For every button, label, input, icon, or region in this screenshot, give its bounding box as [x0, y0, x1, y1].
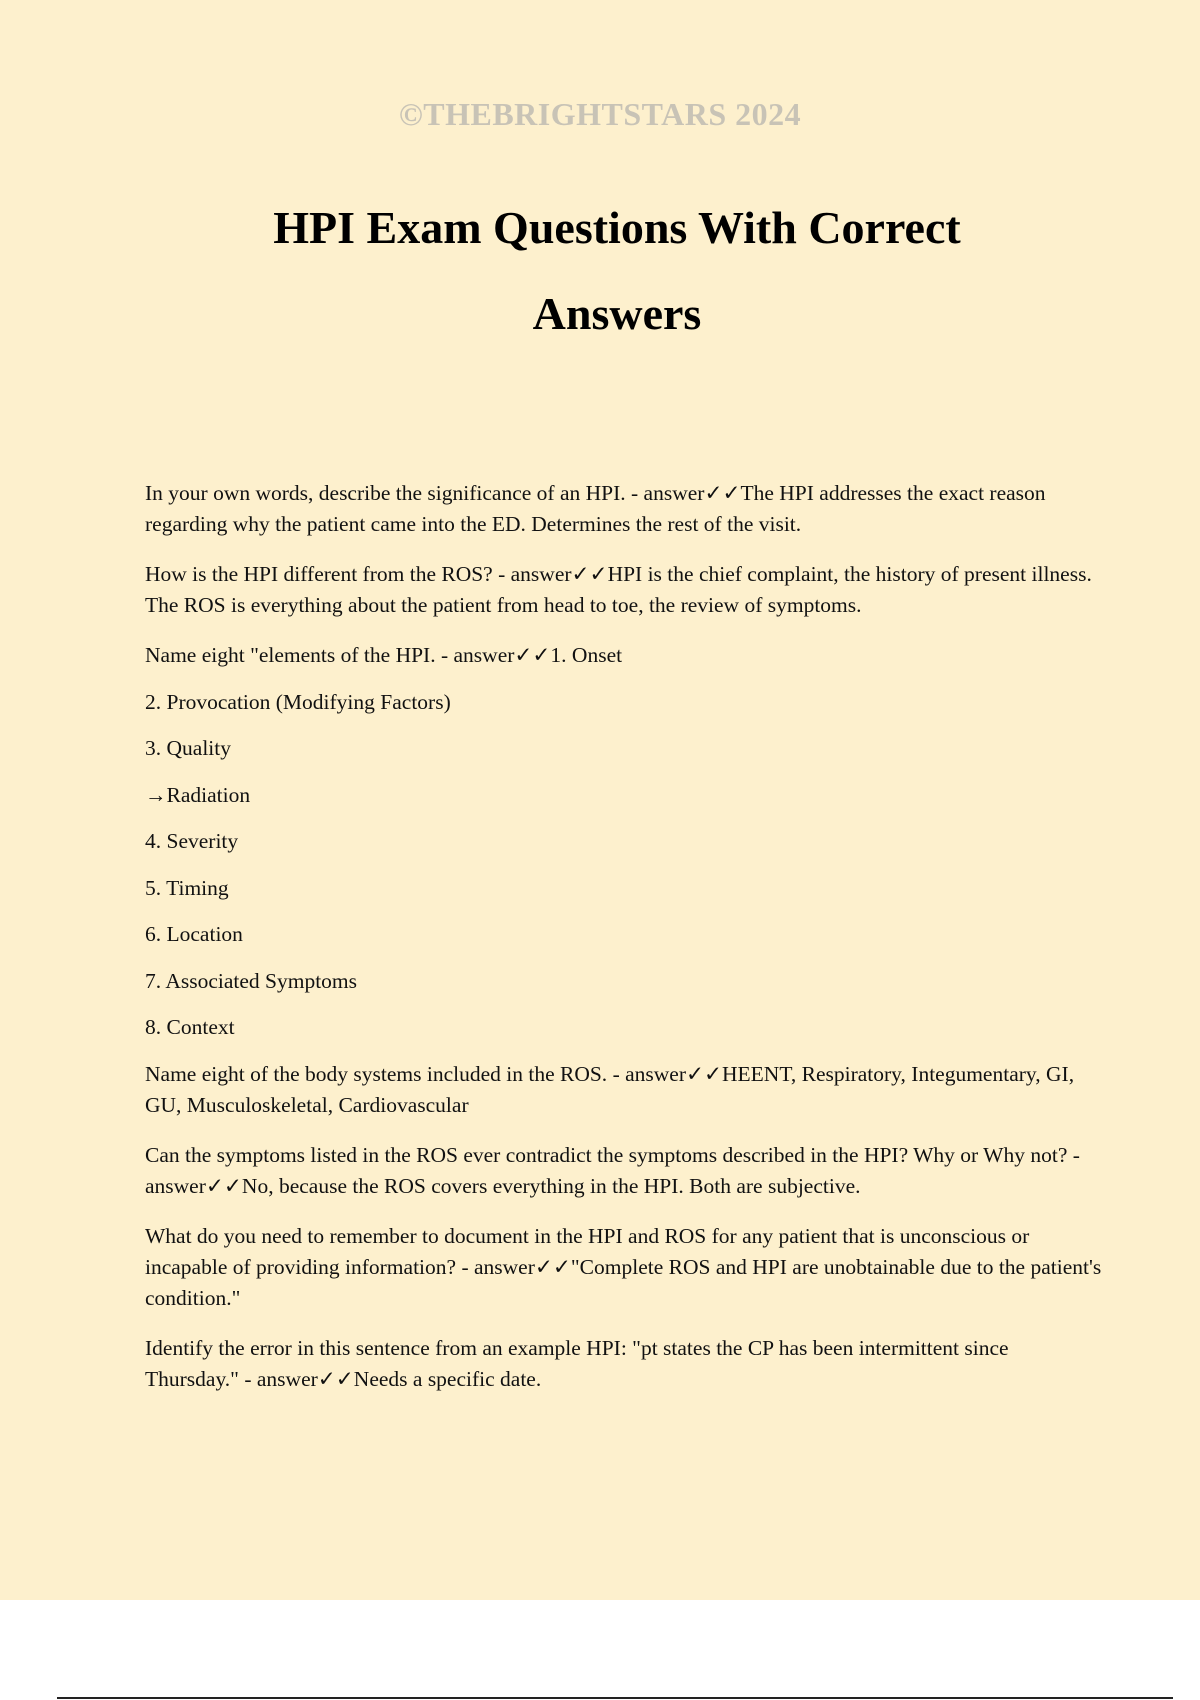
- footer-divider: [57, 1697, 1173, 1699]
- qa-paragraph: [145, 1333, 1105, 1395]
- answer-separator: - answer✓✓: [625, 481, 741, 505]
- answer-separator: - answer✓✓: [145, 1142, 1080, 1198]
- document-body: [145, 478, 1105, 1414]
- question-text: Identify the error in this sentence from an example HPI: "pt states the CP has been intermittent since Thursday.": [145, 1335, 1009, 1391]
- list-item: →Radiation: [145, 782, 251, 807]
- question-text: Name eight of the body systems included in the ROS.: [145, 1061, 608, 1086]
- list-item: 2. Provocation (Modifying Factors): [145, 689, 451, 714]
- answer-separator: - answer✓✓: [456, 1254, 571, 1279]
- list-item: 3. Quality: [145, 736, 231, 760]
- answer-text: HEENT, Respiratory, Integumentary, GI, GU, Musculoskeletal, Cardiovascular: [145, 1061, 1075, 1117]
- answer-separator: - answer✓✓: [607, 1061, 723, 1086]
- answer-text: No, because the ROS covers everything in the HPI. Both are subjective.: [241, 1173, 861, 1198]
- answer-separator: - answer✓✓: [492, 562, 608, 586]
- question-text: Can the symptoms listed in the ROS ever contradict the symptoms described in the HPI? Why or Why not?: [145, 1142, 1068, 1167]
- answer-text: "Complete ROS and HPI are unobtainable due to the patient's condition.": [145, 1254, 1102, 1310]
- qa-paragraph: [145, 478, 1105, 540]
- qa-paragraph: [145, 1059, 1105, 1121]
- qa-paragraph: [145, 1221, 1105, 1314]
- list-item: 4. Severity: [145, 829, 239, 853]
- question-text: In your own words, describe the significance of an HPI.: [145, 481, 626, 505]
- question-text: Name eight "elements of the HPI.: [145, 643, 436, 667]
- answer-text: Needs a specific date.: [353, 1366, 542, 1391]
- answer-text: The HPI addresses the exact reason regarding why the patient came into the ED. Determines the rest of the visit.: [145, 481, 1046, 536]
- answer-separator: - answer✓✓: [435, 643, 551, 667]
- list-item: 6. Location: [145, 922, 243, 946]
- list-item: 5. Timing: [145, 875, 229, 900]
- answer-text: HPI is the chief complaint, the history of present illness. The ROS is everything about the patient from head to toe, the review of symptoms.: [145, 562, 1092, 617]
- answer-text: 1. Onset: [550, 643, 623, 667]
- qa-paragraph: [145, 640, 1105, 671]
- answer-separator: - answer✓✓: [238, 1366, 354, 1391]
- watermark: ©THEBRIGHTSTARS 2024: [398, 96, 802, 132]
- question-text: What do you need to remember to document in the HPI and ROS for any patient that is unconscious or incapable of providing information?: [145, 1223, 1030, 1279]
- question-text: How is the HPI different from the ROS?: [145, 562, 493, 586]
- qa-paragraph: [145, 559, 1105, 621]
- list-item: 7. Associated Symptoms: [145, 968, 358, 993]
- qa-paragraph: [145, 1140, 1105, 1202]
- list-item: 8. Context: [145, 1015, 235, 1039]
- page-title: HPI Exam Questions With Correct Answers: [273, 202, 961, 339]
